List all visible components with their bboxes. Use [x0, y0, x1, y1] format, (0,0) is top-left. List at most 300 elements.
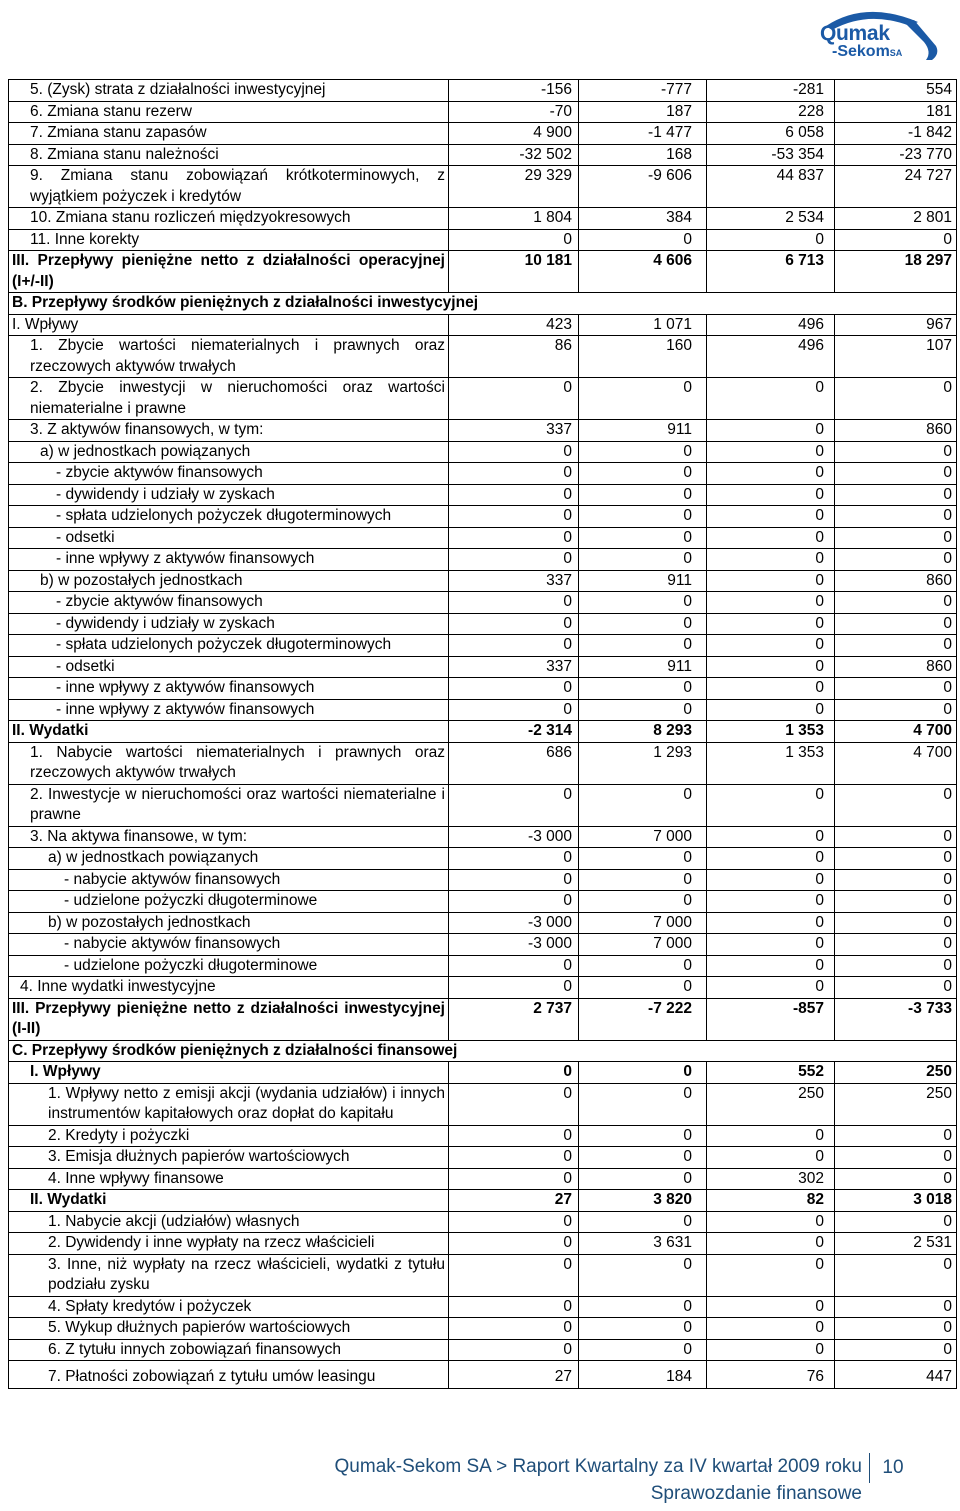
row-value-col4: 0: [835, 977, 957, 999]
row-value-col1: 0: [449, 1339, 579, 1361]
row-value-col1: -3 000: [449, 826, 579, 848]
row-value-col3: -53 354: [707, 144, 835, 166]
row-label: 11. Inne korekty: [9, 229, 449, 251]
table-row: [9, 1062, 957, 1084]
table-row: [9, 848, 957, 870]
row-value-col3: 0: [707, 912, 835, 934]
row-value-col4: 4 700: [835, 721, 957, 743]
row-value-col4: 0: [835, 378, 957, 420]
row-value-col3: 552: [707, 1062, 835, 1084]
row-label: a) w jednostkach powiązanych: [9, 848, 449, 870]
row-value-col2: 911: [579, 570, 707, 592]
row-value-col1: 0: [449, 592, 579, 614]
row-value-col4: 2 531: [835, 1233, 957, 1255]
row-label: - udzielone pożyczki długoterminowe: [9, 891, 449, 913]
row-label: - nabycie aktywów finansowych: [9, 869, 449, 891]
row-value-col4: 0: [835, 955, 957, 977]
row-value-col2: 0: [579, 549, 707, 571]
row-label: 1. Nabycie wartości niematerialnych i prawnych oraz rzeczowych aktywów trwałych: [9, 742, 449, 784]
row-value-col2: 0: [579, 869, 707, 891]
row-value-col3: 0: [707, 656, 835, 678]
row-value-col2: 0: [579, 848, 707, 870]
row-value-col4: 0: [835, 527, 957, 549]
row-value-col4: 0: [835, 506, 957, 528]
row-label: - odsetki: [9, 527, 449, 549]
table-row: [9, 484, 957, 506]
row-label: I. Wpływy: [9, 1062, 449, 1084]
row-value-col2: 4 606: [579, 251, 707, 293]
row-value-col2: 0: [579, 977, 707, 999]
table-row: [9, 613, 957, 635]
row-value-col4: 181: [835, 101, 957, 123]
row-value-col1: 0: [449, 955, 579, 977]
row-label: 2. Kredyty i pożyczki: [9, 1125, 449, 1147]
table-row: [9, 463, 957, 485]
row-label: - nabycie aktywów finansowych: [9, 934, 449, 956]
row-value-col3: 6 058: [707, 123, 835, 145]
table-row: [9, 208, 957, 230]
row-value-col4: 0: [835, 549, 957, 571]
row-value-col2: 0: [579, 229, 707, 251]
row-value-col2: 7 000: [579, 934, 707, 956]
row-value-col1: 686: [449, 742, 579, 784]
row-label: 6. Z tytułu innych zobowiązań finansowych: [9, 1339, 449, 1361]
row-label: 10. Zmiana stanu rozliczeń międzyokresowych: [9, 208, 449, 230]
row-value-col1: 337: [449, 420, 579, 442]
row-value-col2: 0: [579, 506, 707, 528]
row-value-col1: -70: [449, 101, 579, 123]
row-value-col3: 0: [707, 229, 835, 251]
row-value-col2: 187: [579, 101, 707, 123]
row-label: I. Wpływy: [9, 314, 449, 336]
row-label: 2. Inwestycje w nieruchomości oraz wartości niematerialne i prawne: [9, 784, 449, 826]
row-label: 2. Zbycie inwestycji w nieruchomości oraz wartości niematerialne i prawne: [9, 378, 449, 420]
row-value-col1: 0: [449, 891, 579, 913]
row-label: 4. Spłaty kredytów i pożyczek: [9, 1296, 449, 1318]
row-value-col1: 337: [449, 656, 579, 678]
row-value-col1: 0: [449, 1062, 579, 1084]
row-value-col3: 0: [707, 955, 835, 977]
row-label: 5. Wykup dłużnych papierów wartościowych: [9, 1318, 449, 1340]
table-row: [9, 1040, 957, 1062]
row-label: 5. (Zysk) strata z działalności inwestycyjnej: [9, 80, 449, 102]
row-label: 8. Zmiana stanu należności: [9, 144, 449, 166]
row-value-col1: 423: [449, 314, 579, 336]
row-label: 1. Nabycie akcji (udziałów) własnych: [9, 1211, 449, 1233]
row-value-col2: 0: [579, 378, 707, 420]
row-value-col1: 0: [449, 549, 579, 571]
table-row: [9, 869, 957, 891]
table-row: [9, 742, 957, 784]
row-label: - udzielone pożyczki długoterminowe: [9, 955, 449, 977]
row-label: 1. Zbycie wartości niematerialnych i prawnych oraz rzeczowych aktywów trwałych: [9, 336, 449, 378]
row-value-col3: 0: [707, 1254, 835, 1296]
row-value-col2: 1 293: [579, 742, 707, 784]
row-value-col2: 7 000: [579, 912, 707, 934]
row-value-col1: 0: [449, 848, 579, 870]
row-value-col1: 0: [449, 1318, 579, 1340]
row-value-col1: 0: [449, 613, 579, 635]
row-value-col2: 3 820: [579, 1190, 707, 1212]
table-row: [9, 549, 957, 571]
row-value-col4: 447: [835, 1361, 957, 1389]
row-label: 4. Inne wydatki inwestycyjne: [9, 977, 449, 999]
table-row: [9, 293, 957, 315]
row-value-col3: 0: [707, 1339, 835, 1361]
row-value-col1: 0: [449, 463, 579, 485]
row-value-col4: 0: [835, 484, 957, 506]
cash-flow-table-body: [9, 80, 957, 1389]
row-value-col1: 0: [449, 378, 579, 420]
row-value-col4: 2 801: [835, 208, 957, 230]
row-value-col3: 0: [707, 826, 835, 848]
table-row: [9, 1296, 957, 1318]
row-value-col3: 0: [707, 420, 835, 442]
row-value-col1: 0: [449, 441, 579, 463]
row-value-col3: -281: [707, 80, 835, 102]
row-value-col1: 0: [449, 635, 579, 657]
row-value-col3: 0: [707, 1211, 835, 1233]
row-value-col2: 0: [579, 1296, 707, 1318]
row-value-col1: -2 314: [449, 721, 579, 743]
row-value-col3: 0: [707, 463, 835, 485]
row-value-col2: -7 222: [579, 998, 707, 1040]
row-value-col3: 0: [707, 549, 835, 571]
row-value-col2: 0: [579, 1339, 707, 1361]
row-value-col1: 27: [449, 1361, 579, 1389]
row-value-col4: 0: [835, 699, 957, 721]
row-value-col2: 0: [579, 1125, 707, 1147]
row-value-col1: 29 329: [449, 166, 579, 208]
table-row: [9, 699, 957, 721]
row-value-col4: 0: [835, 441, 957, 463]
row-value-col2: -777: [579, 80, 707, 102]
row-label: 3. Emisja dłużnych papierów wartościowych: [9, 1147, 449, 1169]
footer-section-title: Sprawozdanie finansowe: [650, 1483, 862, 1504]
row-value-col2: -1 477: [579, 123, 707, 145]
row-value-col2: 0: [579, 484, 707, 506]
row-value-col2: 0: [579, 441, 707, 463]
row-label: 7. Zmiana stanu zapasów: [9, 123, 449, 145]
row-label: 3. Z aktywów finansowych, w tym:: [9, 420, 449, 442]
row-label: - zbycie aktywów finansowych: [9, 463, 449, 485]
row-value-col3: 0: [707, 1318, 835, 1340]
table-row: [9, 144, 957, 166]
row-value-col4: 24 727: [835, 166, 957, 208]
row-value-col3: -857: [707, 998, 835, 1040]
row-label: - odsetki: [9, 656, 449, 678]
row-value-col3: 1 353: [707, 721, 835, 743]
row-value-col4: 860: [835, 420, 957, 442]
row-value-col3: 0: [707, 570, 835, 592]
row-value-col2: 0: [579, 1062, 707, 1084]
row-value-col1: 2 737: [449, 998, 579, 1040]
page-number: 10: [869, 1453, 916, 1483]
row-label: - inne wpływy z aktywów finansowych: [9, 678, 449, 700]
table-row: [9, 314, 957, 336]
row-value-col3: 0: [707, 1147, 835, 1169]
row-value-col2: -9 606: [579, 166, 707, 208]
row-label: b) w pozostałych jednostkach: [9, 570, 449, 592]
row-value-col4: 0: [835, 1318, 957, 1340]
row-value-col3: 76: [707, 1361, 835, 1389]
row-value-col4: 0: [835, 463, 957, 485]
row-value-col1: 0: [449, 1296, 579, 1318]
row-value-col3: 0: [707, 934, 835, 956]
row-value-col1: 86: [449, 336, 579, 378]
row-label: 6. Zmiana stanu rezerw: [9, 101, 449, 123]
table-row: [9, 570, 957, 592]
row-value-col4: 18 297: [835, 251, 957, 293]
row-value-col4: 0: [835, 592, 957, 614]
table-row: [9, 441, 957, 463]
row-value-col2: 384: [579, 208, 707, 230]
table-row: [9, 1233, 957, 1255]
row-value-col4: 0: [835, 1339, 957, 1361]
row-value-col1: 0: [449, 1125, 579, 1147]
row-value-col2: 0: [579, 527, 707, 549]
row-value-col2: 0: [579, 592, 707, 614]
row-value-col2: 160: [579, 336, 707, 378]
row-value-col2: 0: [579, 891, 707, 913]
row-value-col3: 0: [707, 613, 835, 635]
table-row: [9, 1318, 957, 1340]
row-value-col2: 0: [579, 635, 707, 657]
table-row: [9, 506, 957, 528]
table-row: [9, 166, 957, 208]
row-value-col4: 0: [835, 934, 957, 956]
row-value-col3: 228: [707, 101, 835, 123]
row-label: - spłata udzielonych pożyczek długoterminowych: [9, 635, 449, 657]
row-value-col3: 0: [707, 848, 835, 870]
table-row: [9, 678, 957, 700]
table-row: [9, 1339, 957, 1361]
row-value-col1: 1 804: [449, 208, 579, 230]
row-label: 2. Dywidendy i inne wypłaty na rzecz właścicieli: [9, 1233, 449, 1255]
row-value-col1: -156: [449, 80, 579, 102]
row-value-col3: 1 353: [707, 742, 835, 784]
table-row: [9, 336, 957, 378]
row-value-col4: 967: [835, 314, 957, 336]
row-value-col2: 0: [579, 1168, 707, 1190]
table-row: [9, 1190, 957, 1212]
row-value-col3: 0: [707, 699, 835, 721]
row-value-col3: 82: [707, 1190, 835, 1212]
table-row: [9, 251, 957, 293]
row-value-col4: 0: [835, 784, 957, 826]
table-row: [9, 101, 957, 123]
row-label: - zbycie aktywów finansowych: [9, 592, 449, 614]
row-value-col3: 0: [707, 527, 835, 549]
row-value-col4: 0: [835, 1147, 957, 1169]
table-row: [9, 1125, 957, 1147]
row-value-col1: 0: [449, 1211, 579, 1233]
table-row: [9, 1083, 957, 1125]
table-row: [9, 229, 957, 251]
row-value-col2: 1 071: [579, 314, 707, 336]
row-label: a) w jednostkach powiązanych: [9, 441, 449, 463]
table-row: [9, 1361, 957, 1389]
row-value-col2: 0: [579, 1083, 707, 1125]
row-value-col3: 302: [707, 1168, 835, 1190]
table-row: [9, 1211, 957, 1233]
row-value-col4: 0: [835, 912, 957, 934]
table-row: [9, 80, 957, 102]
row-value-col4: 0: [835, 848, 957, 870]
row-value-col2: 0: [579, 699, 707, 721]
row-value-col3: 0: [707, 678, 835, 700]
table-row: [9, 998, 957, 1040]
table-row: [9, 826, 957, 848]
row-value-col3: 0: [707, 977, 835, 999]
table-row: [9, 721, 957, 743]
row-value-col3: 0: [707, 1125, 835, 1147]
row-value-col4: -23 770: [835, 144, 957, 166]
row-value-col3: 0: [707, 1233, 835, 1255]
row-value-col1: 10 181: [449, 251, 579, 293]
row-value-col2: 0: [579, 463, 707, 485]
table-row: [9, 1254, 957, 1296]
row-value-col4: 3 018: [835, 1190, 957, 1212]
table-row: [9, 912, 957, 934]
table-row: [9, 784, 957, 826]
row-label: b) w pozostałych jednostkach: [9, 912, 449, 934]
row-value-col2: 168: [579, 144, 707, 166]
row-label: 4. Inne wpływy finansowe: [9, 1168, 449, 1190]
row-value-col3: 0: [707, 441, 835, 463]
row-label: 3. Inne, niż wypłaty na rzecz właścicieli, wydatki z tytułu podziału zysku: [9, 1254, 449, 1296]
row-value-col4: 4 700: [835, 742, 957, 784]
row-value-col4: 0: [835, 1168, 957, 1190]
row-label: II. Wydatki: [9, 1190, 449, 1212]
row-value-col3: 0: [707, 891, 835, 913]
table-row: [9, 1168, 957, 1190]
row-label: III. Przepływy pieniężne netto z działalności inwestycyjnej (I-II): [9, 998, 449, 1040]
row-value-col1: 0: [449, 784, 579, 826]
row-value-col3: 0: [707, 484, 835, 506]
row-label: - spłata udzielonych pożyczek długoterminowych: [9, 506, 449, 528]
row-label: B. Przepływy środków pieniężnych z działalności inwestycyjnej: [9, 293, 957, 315]
row-value-col4: 0: [835, 1296, 957, 1318]
table-row: [9, 635, 957, 657]
row-value-col3: 496: [707, 336, 835, 378]
row-value-col1: 0: [449, 1254, 579, 1296]
row-value-col2: 7 000: [579, 826, 707, 848]
row-value-col1: 0: [449, 699, 579, 721]
row-label: 7. Płatności zobowiązań z tytułu umów leasingu: [9, 1361, 449, 1389]
row-value-col2: 0: [579, 678, 707, 700]
row-label: - inne wpływy z aktywów finansowych: [9, 699, 449, 721]
table-row: [9, 378, 957, 420]
row-value-col4: -1 842: [835, 123, 957, 145]
row-value-col2: 8 293: [579, 721, 707, 743]
row-value-col4: 554: [835, 80, 957, 102]
row-value-col2: 0: [579, 1254, 707, 1296]
row-value-col1: 0: [449, 977, 579, 999]
row-value-col3: 250: [707, 1083, 835, 1125]
row-value-col4: 860: [835, 656, 957, 678]
row-value-col2: 911: [579, 420, 707, 442]
row-value-col4: 0: [835, 869, 957, 891]
row-value-col2: 0: [579, 955, 707, 977]
row-value-col4: 0: [835, 826, 957, 848]
row-value-col1: -3 000: [449, 934, 579, 956]
row-value-col1: -3 000: [449, 912, 579, 934]
page-footer: [0, 1450, 960, 1511]
table-row: [9, 1147, 957, 1169]
logo-text-sekom: ‑SekomSA: [832, 43, 903, 60]
row-value-col2: 0: [579, 613, 707, 635]
row-label: III. Przepływy pieniężne netto z działalności operacyjnej (I+/-II): [9, 251, 449, 293]
row-value-col1: 0: [449, 506, 579, 528]
row-label: C. Przepływy środków pieniężnych z działalności finansowej: [9, 1040, 957, 1062]
table-row: [9, 527, 957, 549]
row-value-col4: 0: [835, 613, 957, 635]
row-value-col1: 4 900: [449, 123, 579, 145]
row-value-col4: 0: [835, 229, 957, 251]
row-value-col1: 337: [449, 570, 579, 592]
row-value-col4: 250: [835, 1062, 957, 1084]
row-value-col4: 860: [835, 570, 957, 592]
row-value-col3: 0: [707, 869, 835, 891]
row-value-col1: 0: [449, 869, 579, 891]
row-value-col4: 0: [835, 891, 957, 913]
table-row: [9, 934, 957, 956]
table-row: [9, 420, 957, 442]
row-label: - dywidendy i udziały w zyskach: [9, 613, 449, 635]
row-value-col4: 0: [835, 1125, 957, 1147]
row-value-col2: 0: [579, 1211, 707, 1233]
row-value-col1: 0: [449, 678, 579, 700]
row-label: 9. Zmiana stanu zobowiązań krótkoterminowych, z wyjątkiem pożyczek i kredytów: [9, 166, 449, 208]
row-value-col3: 496: [707, 314, 835, 336]
row-value-col3: 2 534: [707, 208, 835, 230]
row-value-col2: 0: [579, 1147, 707, 1169]
row-value-col4: 0: [835, 678, 957, 700]
row-value-col3: 0: [707, 378, 835, 420]
row-value-col4: 0: [835, 635, 957, 657]
table-row: [9, 592, 957, 614]
row-value-col4: -3 733: [835, 998, 957, 1040]
table-row: [9, 123, 957, 145]
row-value-col1: 0: [449, 527, 579, 549]
row-value-col4: 107: [835, 336, 957, 378]
row-value-col3: 0: [707, 592, 835, 614]
table-row: [9, 656, 957, 678]
row-value-col3: 6 713: [707, 251, 835, 293]
row-label: - inne wpływy z aktywów finansowych: [9, 549, 449, 571]
cash-flow-table: [8, 79, 957, 1389]
row-value-col1: -32 502: [449, 144, 579, 166]
table-row: [9, 891, 957, 913]
row-value-col3: 0: [707, 784, 835, 826]
logo-text-qumak: Qumak: [820, 22, 890, 45]
row-value-col3: 0: [707, 1296, 835, 1318]
row-value-col1: 27: [449, 1190, 579, 1212]
row-value-col3: 0: [707, 506, 835, 528]
row-value-col3: 44 837: [707, 166, 835, 208]
row-label: - dywidendy i udziały w zyskach: [9, 484, 449, 506]
row-value-col4: 0: [835, 1254, 957, 1296]
row-value-col3: 0: [707, 635, 835, 657]
row-value-col2: 3 631: [579, 1233, 707, 1255]
row-label: 3. Na aktywa finansowe, w tym:: [9, 826, 449, 848]
row-value-col2: 0: [579, 1318, 707, 1340]
row-value-col2: 184: [579, 1361, 707, 1389]
row-label: II. Wydatki: [9, 721, 449, 743]
table-row: [9, 977, 957, 999]
row-value-col2: 911: [579, 656, 707, 678]
